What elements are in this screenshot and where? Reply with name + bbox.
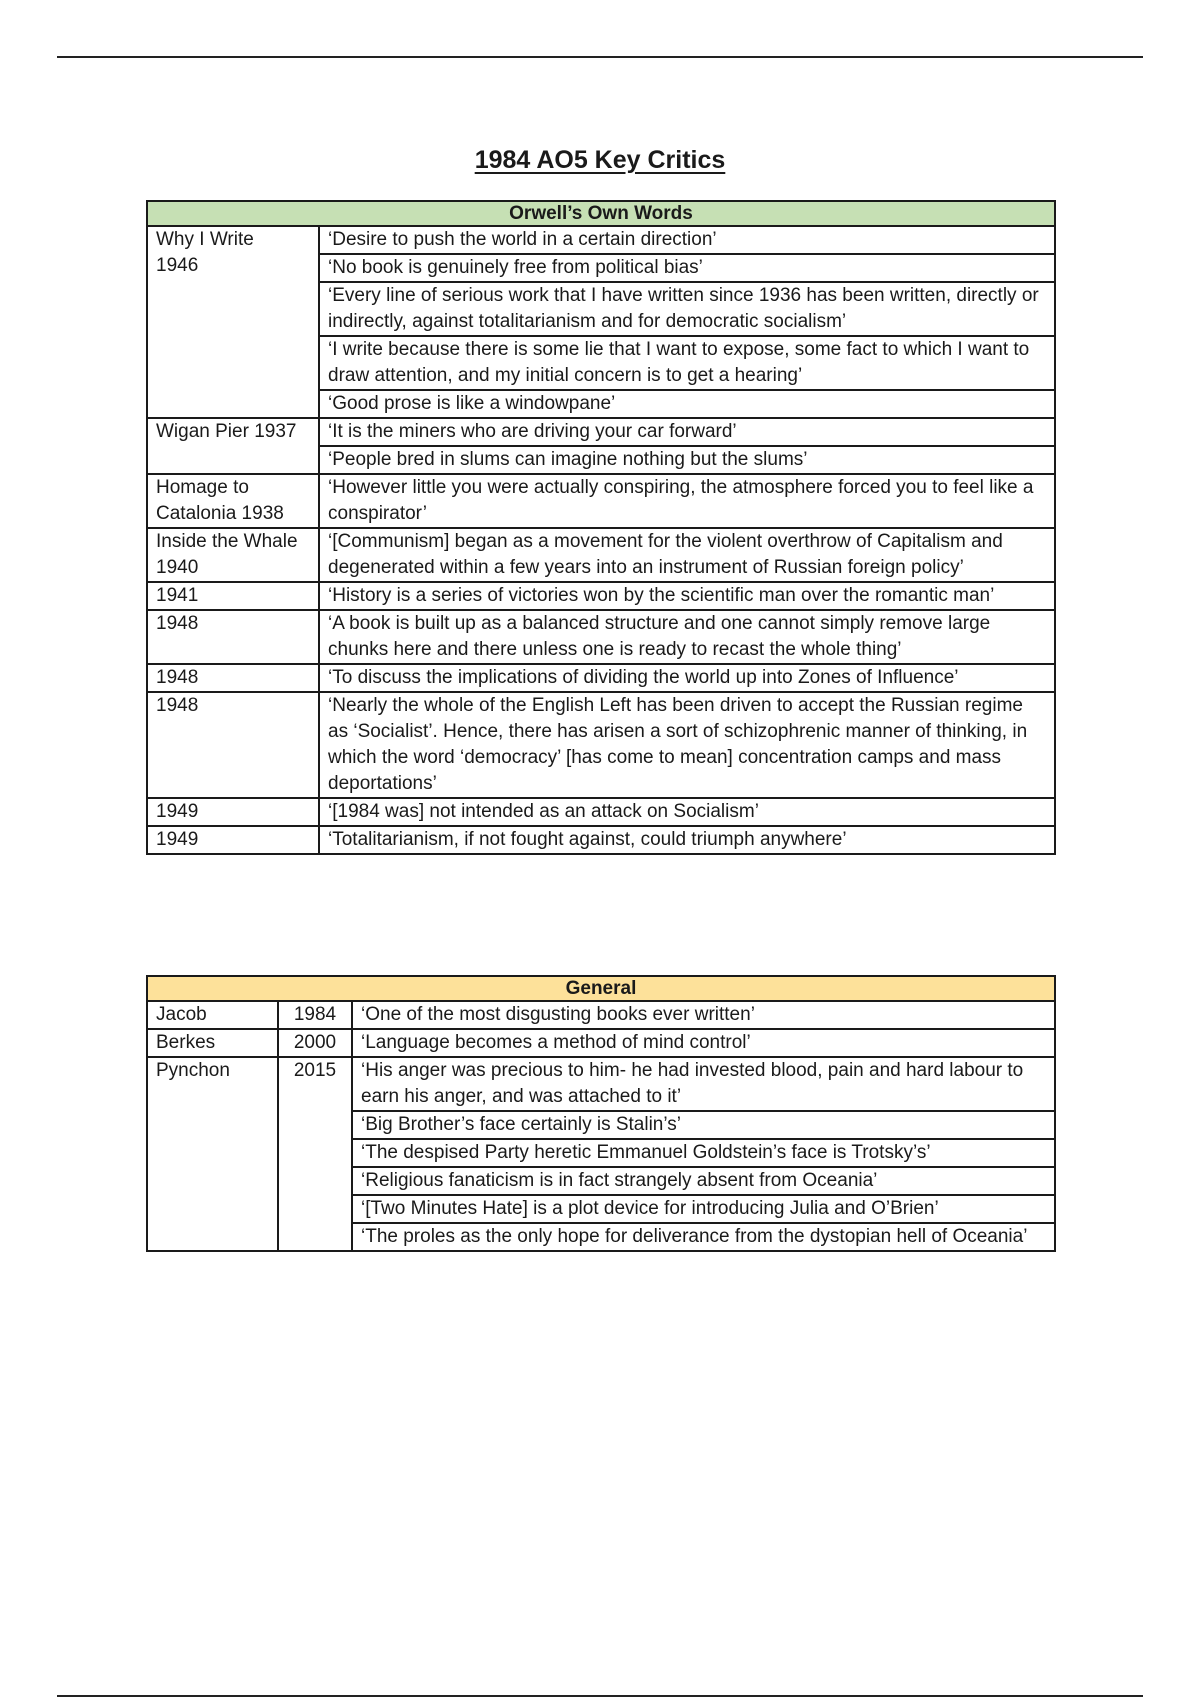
source-cell: 1948 bbox=[147, 610, 319, 664]
table-row bbox=[147, 1057, 1055, 1111]
general-table-heading: General bbox=[147, 976, 1055, 1001]
quote-cell: ‘Language becomes a method of mind control’ bbox=[352, 1029, 1055, 1057]
critic-cell: Pynchon bbox=[147, 1057, 278, 1251]
quote-cell: ‘Religious fanaticism is in fact strangely absent from Oceania’ bbox=[352, 1167, 1055, 1195]
year-cell: 2015 bbox=[278, 1057, 352, 1251]
table-row bbox=[147, 582, 1055, 610]
table-row bbox=[147, 474, 1055, 528]
source-cell: Homage to Catalonia 1938 bbox=[147, 474, 319, 528]
table-row bbox=[147, 692, 1055, 798]
orwell-table-header-row bbox=[147, 201, 1055, 226]
critic-cell: Berkes bbox=[147, 1029, 278, 1057]
source-cell: 1949 bbox=[147, 798, 319, 826]
source-cell: 1941 bbox=[147, 582, 319, 610]
table-row bbox=[147, 226, 1055, 254]
quote-cell: ‘Totalitarianism, if not fought against, could triumph anywhere’ bbox=[319, 826, 1055, 854]
quote-cell: ‘The despised Party heretic Emmanuel Goldstein’s face is Trotsky’s’ bbox=[352, 1139, 1055, 1167]
quote-cell: ‘[Two Minutes Hate] is a plot device for introducing Julia and O’Brien’ bbox=[352, 1195, 1055, 1223]
table-row bbox=[147, 528, 1055, 582]
quote-cell: ‘The proles as the only hope for deliverance from the dystopian hell of Oceania’ bbox=[352, 1223, 1055, 1251]
general-critics-table bbox=[146, 975, 1056, 1252]
quote-cell: ‘However little you were actually conspiring, the atmosphere forced you to feel like a conspirator’ bbox=[319, 474, 1055, 528]
general-table-header-row bbox=[147, 976, 1055, 1001]
page-title: 1984 AO5 Key Critics bbox=[474, 146, 726, 174]
year-cell: 2000 bbox=[278, 1029, 352, 1057]
table-row bbox=[147, 610, 1055, 664]
header-rule bbox=[57, 56, 1143, 58]
quote-cell: ‘[1984 was] not intended as an attack on Socialism’ bbox=[319, 798, 1055, 826]
quote-cell: ‘A book is built up as a balanced structure and one cannot simply remove large chunks here and there unless one is ready to recast the whole thing’ bbox=[319, 610, 1055, 664]
quote-cell: ‘Desire to push the world in a certain direction’ bbox=[319, 226, 1055, 254]
table-row bbox=[147, 1001, 1055, 1029]
source-cell: Why I Write 1946 bbox=[147, 226, 319, 418]
quote-cell: ‘To discuss the implications of dividing the world up into Zones of Influence’ bbox=[319, 664, 1055, 692]
quote-cell: ‘Big Brother’s face certainly is Stalin’s’ bbox=[352, 1111, 1055, 1139]
quote-cell: ‘One of the most disgusting books ever written’ bbox=[352, 1001, 1055, 1029]
table-row bbox=[147, 826, 1055, 854]
source-cell: Inside the Whale 1940 bbox=[147, 528, 319, 582]
quote-cell: ‘No book is genuinely free from political bias’ bbox=[319, 254, 1055, 282]
quote-cell: ‘History is a series of victories won by the scientific man over the romantic man’ bbox=[319, 582, 1055, 610]
quote-cell: ‘People bred in slums can imagine nothing but the slums’ bbox=[319, 446, 1055, 474]
critic-cell: Jacob bbox=[147, 1001, 278, 1029]
table-row bbox=[147, 664, 1055, 692]
quote-cell: ‘It is the miners who are driving your car forward’ bbox=[319, 418, 1055, 446]
orwell-quotes-table bbox=[146, 200, 1056, 855]
table-row bbox=[147, 798, 1055, 826]
quote-cell: ‘I write because there is some lie that I want to expose, some fact to which I want to draw attention, and my initial concern is to get a hearing’ bbox=[319, 336, 1055, 390]
footer-rule bbox=[57, 1695, 1143, 1697]
quote-cell: ‘Good prose is like a windowpane’ bbox=[319, 390, 1055, 418]
quote-cell: ‘[Communism] began as a movement for the violent overthrow of Capitalism and degenerated within a few years into an instrument of Russian foreign policy’ bbox=[319, 528, 1055, 582]
quote-cell: ‘Every line of serious work that I have written since 1936 has been written, directly or indirectly, against totalitarianism and for democratic socialism’ bbox=[319, 282, 1055, 336]
table-row bbox=[147, 1029, 1055, 1057]
orwell-table-heading: Orwell’s Own Words bbox=[147, 201, 1055, 226]
quote-cell: ‘His anger was precious to him- he had invested blood, pain and hard labour to earn his anger, and was attached to it’ bbox=[352, 1057, 1055, 1111]
table-row bbox=[147, 418, 1055, 446]
source-cell: 1948 bbox=[147, 664, 319, 692]
year-cell: 1984 bbox=[278, 1001, 352, 1029]
quote-cell: ‘Nearly the whole of the English Left has been driven to accept the Russian regime as ‘Socialist’. Hence, there has arisen a sort of schizophrenic manner of thinking, in which the word ‘democracy’ [has come to mean] concentration camps and mass deportations’ bbox=[319, 692, 1055, 798]
source-cell: 1949 bbox=[147, 826, 319, 854]
source-cell: 1948 bbox=[147, 692, 319, 798]
source-cell: Wigan Pier 1937 bbox=[147, 418, 319, 474]
